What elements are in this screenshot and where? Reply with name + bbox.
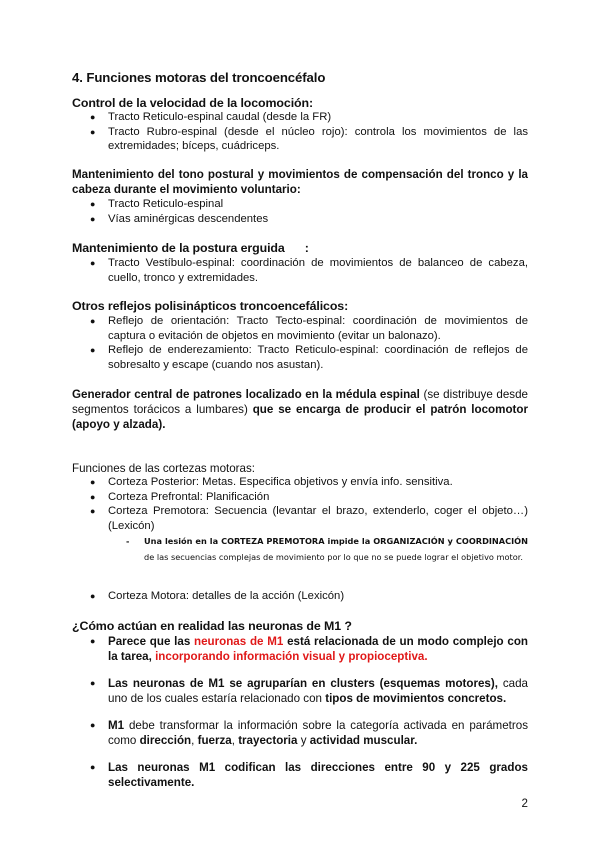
bullet-icon: ●: [90, 258, 96, 268]
list-item: ● Tracto Reticulo-espinal: [90, 198, 224, 210]
nested-note-premotora: - Una lesión en la CORTEZA PREMOTORA impide la ORGANIZACIÓN y COORDINACIÓN de las secuencias complejas de movimiento por lo que no se puede lograr el objetivo motor.: [126, 536, 528, 562]
bullet-icon: ●: [90, 678, 96, 688]
bullet-icon: ●: [90, 762, 96, 772]
bullet-icon: ●: [90, 477, 96, 487]
list-item: ● Vías aminérgicas descendentes: [90, 212, 269, 225]
list-item: ● Corteza Prefrontal: Planificación: [90, 490, 270, 503]
paragraph-generador: Generador central de patrones localizado en la médula espinal (se distribuye desde segmentos torácicos a lumbares) que se encarga de producir el patrón locomotor (apoyo y alzada).: [72, 388, 528, 431]
list-postura-erguida: [90, 256, 528, 285]
list-m1: [90, 634, 528, 790]
list-item: ● Parece que las neuronas de M1 está relacionada de un modo complejo con la tarea, incorporando información visual y propioceptiva.: [90, 635, 528, 663]
bullet-icon: ●: [90, 491, 96, 502]
bullet-icon: ●: [90, 345, 96, 356]
heading-m1-question: ¿Cómo actúan en realidad las neuronas de M1 ?: [72, 619, 352, 633]
list-item: ● Corteza Premotora: Secuencia (levantar el brazo, extenderlo, coger el objeto…) (Lexicón): [90, 505, 528, 532]
list-item: ● Corteza Posterior: Metas. Especifica objetivos y envía info. sensitiva.: [90, 476, 453, 488]
list-item: ● Tracto Rubro-espinal (desde el núcleo rojo): controla los movimientos de las extremidades; bíceps, cuádriceps.: [90, 125, 528, 153]
list-item: ● M1 debe transformar la información sobre la categoría activada en parámetros como dirección, fuerza, trayectoria y actividad muscular.: [90, 719, 528, 747]
bullet-icon: ●: [90, 112, 96, 122]
list-item: ● Corteza Motora: detalles de la acción (Lexicón): [90, 590, 345, 602]
list-tono-postural: [90, 197, 528, 226]
bullet-icon: ●: [90, 316, 96, 326]
section-title: 4. Funciones motoras del troncoencéfalo: [72, 70, 326, 85]
page-number: 2: [521, 797, 528, 810]
bullet-icon: ●: [90, 199, 96, 209]
list-item: ● Las neuronas de M1 se agruparían en clusters (esquemas motores), cada uno de los cuales estaría relacionado con tipos de movimientos concretos.: [90, 677, 528, 705]
bullet-icon: ●: [90, 126, 96, 137]
heading-reflejos: Otros reflejos polisinápticos troncoencefálicos:: [72, 299, 349, 313]
bullet-icon: ●: [90, 720, 96, 730]
list-item: ● Tracto Reticulo-espinal caudal (desde la FR): [90, 111, 332, 123]
heading-postura-erguida: Mantenimiento de la postura erguida :: [72, 241, 309, 255]
bullet-icon: ●: [90, 591, 96, 601]
bullet-icon: ●: [90, 213, 96, 224]
list-cortezas: [90, 475, 528, 533]
list-velocidad: [90, 110, 528, 154]
heading-tono-postural: Mantenimiento del tono postural y movimientos de compensación del tronco y la cabeza durante el movimiento voluntario:: [72, 168, 528, 196]
list-reflejos: [90, 314, 528, 372]
bullet-icon: ●: [90, 636, 96, 646]
list-item: ● Tracto Vestíbulo-espinal: coordinación de movimientos de balanceo de cabeza, cuello, tronco y extremidades.: [90, 257, 528, 284]
list-item: ● Reflejo de enderezamiento: Tracto Reticulo-espinal: coordinación de reflejos de sobresalto y escape (cuando nos asustan).: [90, 344, 528, 371]
bullet-icon: ●: [90, 506, 96, 517]
heading-velocidad: Control de la velocidad de la locomoción:: [72, 96, 313, 110]
list-item: ● Las neuronas M1 codifican las direcciones entre 90 y 225 grados selectivamente.: [90, 761, 528, 789]
cortezas-intro: Funciones de las cortezas motoras:: [72, 462, 256, 475]
list-item: ● Reflejo de orientación: Tracto Tecto-espinal: coordinación de movimientos de captura o evitación de objetos en movimiento (evitar un balonazo).: [90, 315, 528, 342]
list-cortezas-last: [90, 589, 528, 604]
